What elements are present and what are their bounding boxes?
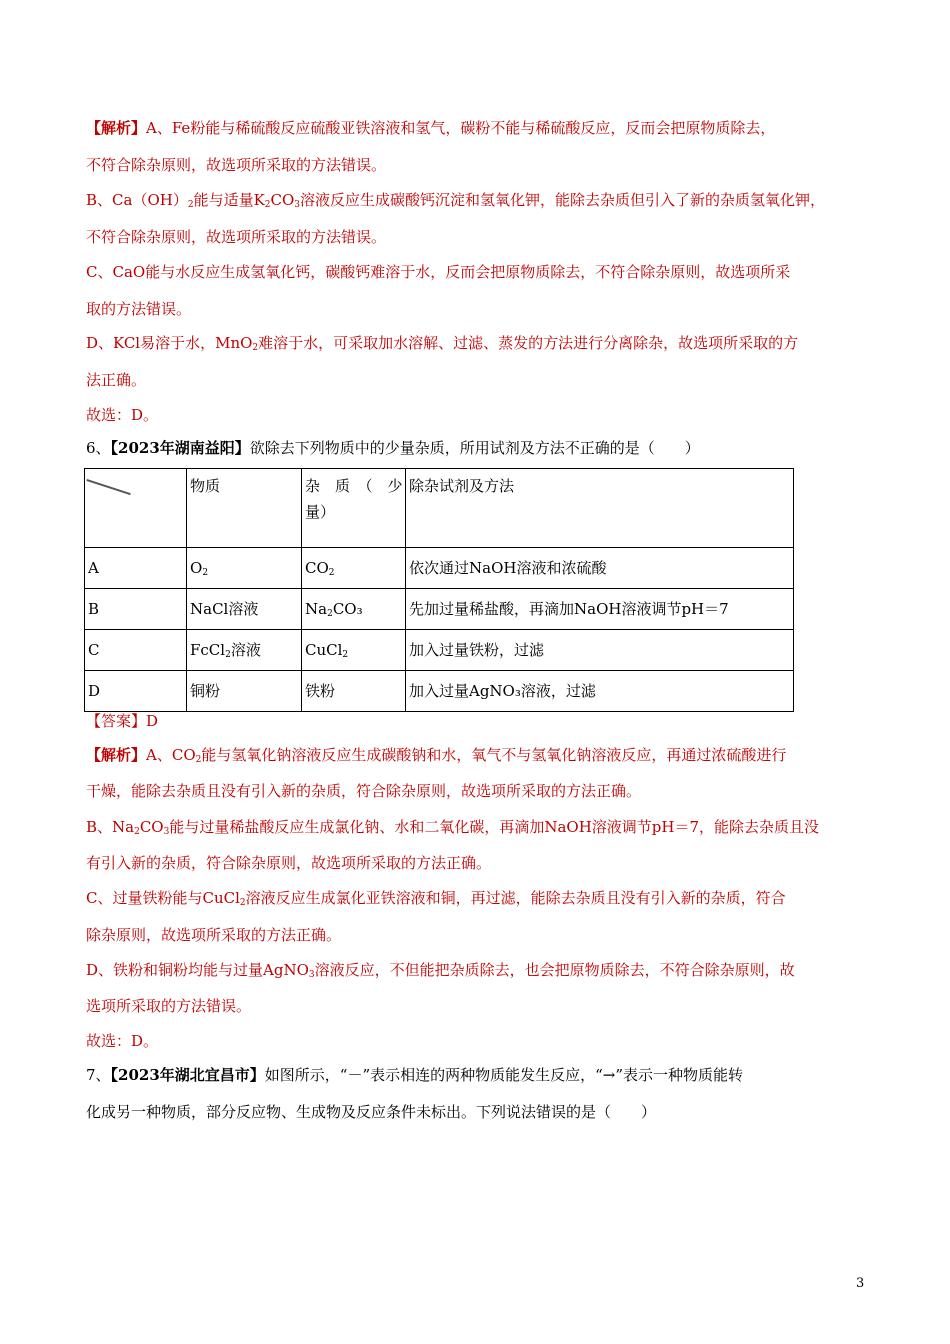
q6-explain-c1 — [86, 888, 786, 908]
text: 能与氢氧化钠溶液反应生成碳酸钠和水，氧气不与氢氧化钠溶液反应，再通过浓硫酸进行 — [201, 746, 787, 764]
subscript: 2 — [252, 343, 259, 353]
q7-stem-line2: 化成另一种物质，部分反应物、生成物及反应条件未标出。下列说法错误的是（ ） — [86, 1103, 657, 1121]
page-number: 3 — [856, 1276, 865, 1291]
question-source: 【2023年湖南益阳】 — [110, 439, 250, 457]
q5-explain-b1 — [86, 190, 825, 210]
q6-explain-d2: 选项所采取的方法错误。 — [86, 997, 252, 1015]
header-impurity — [302, 469, 406, 548]
q6-explain-b2: 有引入新的杂质，符合除杂原则，故选项所采取的方法正确。 — [86, 854, 492, 872]
table-row — [85, 548, 794, 589]
q5-explain-c1: C、CaO能与水反应生成氢氧化钙，碳酸钙难溶于水，反而会把原物质除去，不符合除杂原则，故选项所采 — [86, 263, 791, 281]
subscript: 3 — [308, 970, 315, 980]
q6-options-table — [84, 468, 794, 712]
substance-cell — [187, 548, 302, 589]
subscript: 3 — [294, 200, 301, 210]
q5-explain-d2: 法正确。 — [86, 371, 147, 389]
impurity-cell — [302, 548, 406, 589]
method-cell: 依次通过NaOH溶液和浓硫酸 — [406, 548, 794, 589]
option-label: A — [85, 548, 187, 589]
q5-explain-a1-text: A、Fe粉能与稀硫酸反应硫酸亚铁溶液和氢气，碳粉不能与稀硫酸反应，反而会把原物质除去， — [146, 119, 776, 137]
text: 能与适量K — [193, 191, 265, 209]
question-source: 【2023年湖北宜昌市】 — [110, 1066, 265, 1084]
q6-explain-a1 — [86, 745, 786, 765]
subscript: 2 — [225, 650, 231, 660]
header-substance: 物质 — [187, 469, 302, 548]
q6-explain-b1 — [86, 817, 819, 837]
question-text: 如图所示，“－”表示相连的两种物质能发生反应，“→”表示一种物质能转 — [264, 1066, 744, 1084]
text: CO — [305, 559, 329, 577]
subscript: 2 — [134, 827, 140, 837]
table-row — [85, 589, 794, 630]
method-cell: 加入过量AgNO₃溶液，过滤 — [406, 671, 794, 712]
subscript: 2 — [342, 650, 349, 660]
subscript: 2 — [264, 200, 271, 210]
header-impurity-line1: 杂 质 （ 少 — [305, 477, 403, 495]
text: CuCl — [305, 641, 343, 659]
text: 溶液反应，不但能把杂质除去，也会把原物质除去，不符合除杂原则，故 — [314, 961, 795, 979]
diagonal-line — [86, 479, 130, 495]
substance-cell: NaCl溶液 — [187, 589, 302, 630]
q7-stem-line1 — [86, 1065, 743, 1085]
q6-stem — [86, 438, 700, 458]
explain-label: 【解析】 — [86, 119, 147, 137]
subscript: 2 — [239, 898, 246, 908]
q6-explain-c2: 除杂原则，故选项所采取的方法正确。 — [86, 926, 342, 944]
q5-explain-a1 — [86, 118, 775, 138]
text: CO — [139, 818, 164, 836]
method-cell: 加入过量铁粉，过滤 — [406, 630, 794, 671]
header-impurity-line2: 量） — [305, 503, 336, 521]
table-row — [85, 671, 794, 712]
text: C、过量铁粉能与CuCl — [86, 889, 240, 907]
text: D、KCl易溶于水，MnO — [86, 334, 253, 352]
question-number: 7、 — [86, 1066, 111, 1084]
option-label: C — [85, 630, 187, 671]
explain-label: 【解析】 — [86, 746, 147, 764]
q6-choice: 故选：D。 — [86, 1032, 159, 1050]
subscript: 2 — [195, 755, 202, 765]
subscript: 2 — [328, 568, 335, 578]
text: 溶液反应生成碳酸钙沉淀和氢氧化钾，能除去杂质但引入了新的杂质氢氧化钾， — [300, 191, 826, 209]
q5-choice: 故选：D。 — [86, 406, 159, 424]
impurity-cell — [302, 589, 406, 630]
substance-cell: 铜粉 — [187, 671, 302, 712]
q5-explain-c2: 取的方法错误。 — [86, 300, 192, 318]
subscript: 2 — [202, 568, 209, 578]
text: A、CO — [146, 746, 196, 764]
text: FcCl — [190, 641, 226, 659]
impurity-cell — [302, 630, 406, 671]
text: 溶液反应生成氯化亚铁溶液和铜，再过滤，能除去杂质且没有引入新的杂质，符合 — [245, 889, 786, 907]
text: Na — [305, 600, 328, 618]
question-text: 欲除去下列物质中的少量杂质，所用试剂及方法不正确的是（ ） — [249, 439, 700, 457]
text: 难溶于水，可采取加水溶解、过滤、蒸发的方法进行分离除杂，故选项所采取的方 — [258, 334, 799, 352]
subscript: 2 — [187, 200, 194, 210]
option-label: D — [85, 671, 187, 712]
substance-cell — [187, 630, 302, 671]
q6-answer: 【答案】D — [86, 712, 159, 730]
header-method: 除杂试剂及方法 — [406, 469, 794, 548]
text: O — [190, 559, 203, 577]
option-label: B — [85, 589, 187, 630]
text: B、Na — [86, 818, 135, 836]
text: CO — [270, 191, 295, 209]
method-cell: 先加过量稀盐酸，再滴加NaOH溶液调节pH＝7 — [406, 589, 794, 630]
q5-explain-b2: 不符合除杂原则，故选项所采取的方法错误。 — [86, 228, 387, 246]
text: D、铁粉和铜粉均能与过量AgNO — [86, 961, 309, 979]
text: CO₃ — [332, 600, 363, 618]
subscript: 2 — [327, 609, 333, 619]
text: 能与过量稀盐酸反应生成氯化钠、水和二氧化碳，再滴加NaOH溶液调节pH＝7，能除去杂质且没 — [169, 818, 820, 836]
question-number: 6、 — [86, 439, 111, 457]
subscript: 3 — [163, 827, 170, 837]
text: B、Ca（OH） — [86, 191, 188, 209]
text: 溶液 — [230, 641, 261, 659]
q6-explain-d1 — [86, 960, 795, 980]
impurity-cell: 铁粉 — [302, 671, 406, 712]
table-header-row — [85, 469, 794, 548]
q5-explain-a2: 不符合除杂原则，故选项所采取的方法错误。 — [86, 156, 387, 174]
diagonal-header-cell — [85, 469, 187, 548]
q5-explain-d1 — [86, 333, 798, 353]
q6-explain-a2: 干燥，能除去杂质且没有引入新的杂质，符合除杂原则，故选项所采取的方法正确。 — [86, 782, 642, 800]
table-row — [85, 630, 794, 671]
